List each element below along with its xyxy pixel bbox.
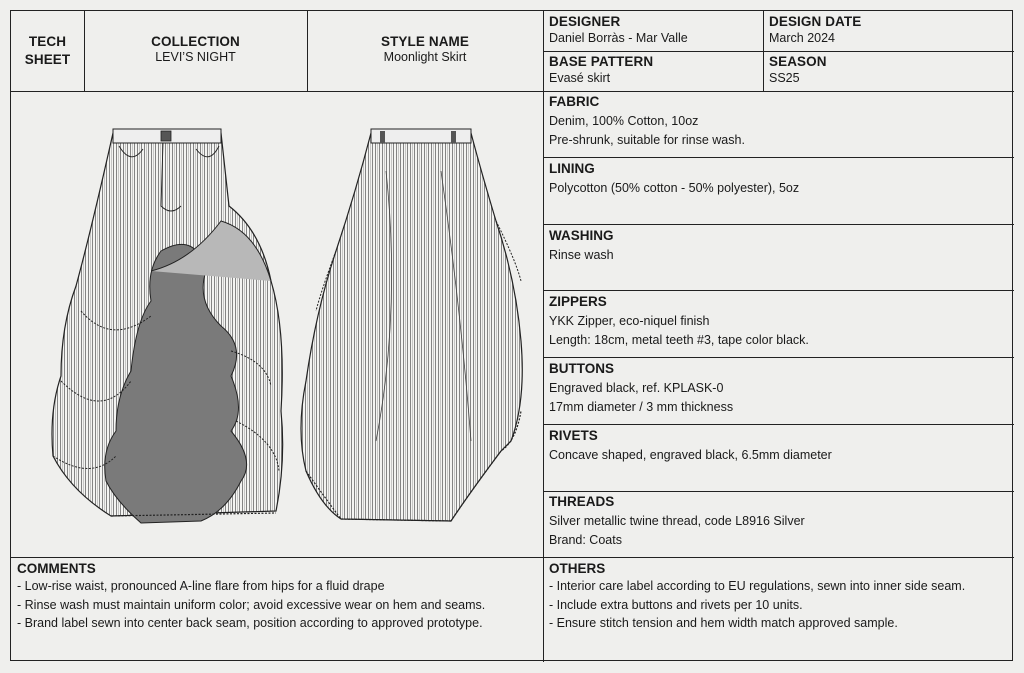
spec-label: ZIPPERS (549, 294, 607, 309)
spec-line: Concave shaped, engraved black, 6.5mm diameter (549, 448, 832, 462)
style-name-label: STYLE NAME (380, 34, 469, 49)
spec-buttons (549, 361, 1009, 416)
base-pattern-label: BASE PATTERN (549, 54, 654, 69)
front-view-drawing (52, 129, 283, 523)
comment-line: - Brand label sewn into center back seam, position according to approved prototype. (17, 616, 483, 630)
spec-line: Length: 18cm, metal teeth #3, tape color black. (549, 332, 809, 347)
other-line: - Interior care label according to EU regulations, sewn into inner side seam. (549, 579, 966, 593)
design-date-cell (769, 14, 1009, 45)
skirt-technical-drawing (31, 111, 531, 541)
design-date-value: March 2024 (769, 31, 836, 45)
comment-line: - Low-rise waist, pronounced A-line flare from hips for a fluid drape (17, 579, 385, 593)
spec-label: THREADS (549, 494, 615, 509)
designer-cell (549, 14, 759, 45)
other-line: - Include extra buttons and rivets per 10 units. (549, 597, 803, 612)
spec-line: Pre-shrunk, suitable for rinse wash. (549, 132, 745, 147)
spec-label: WASHING (549, 228, 614, 243)
back-view-drawing (301, 129, 522, 521)
base-pattern-cell (549, 54, 759, 85)
others-label: OTHERS (549, 561, 606, 576)
collection-label: COLLECTION (151, 34, 240, 49)
others-section (549, 561, 1009, 633)
spec-lining (549, 161, 1009, 198)
tech-sheet-title (11, 33, 84, 69)
comments-label: COMMENTS (17, 561, 96, 576)
season-label: SEASON (769, 54, 827, 69)
comments-section (17, 561, 537, 633)
spec-line: 17mm diameter / 3 mm thickness (549, 399, 734, 414)
tech-sheet (10, 10, 1013, 661)
spec-line: Polycotton (50% cotton - 50% polyester), 5oz (549, 181, 800, 195)
spec-fabric (549, 94, 1009, 149)
spec-label: BUTTONS (549, 361, 615, 376)
spec-label: LINING (549, 161, 595, 176)
collection-cell (84, 34, 307, 64)
spec-threads (549, 494, 1009, 549)
spec-washing (549, 228, 1009, 265)
design-date-label: DESIGN DATE (769, 14, 862, 29)
style-name-cell (307, 34, 543, 64)
comment-line: - Rinse wash must maintain uniform color; avoid excessive wear on hem and seams. (17, 597, 486, 612)
spec-zippers (549, 294, 1009, 349)
spec-line: Silver metallic twine thread, code L8916 Silver (549, 514, 805, 528)
base-pattern-value: Evasé skirt (549, 71, 611, 85)
season-cell (769, 54, 1009, 85)
spec-line: Rinse wash (549, 248, 614, 262)
other-line: - Ensure stitch tension and hem width match approved sample. (549, 616, 898, 630)
tech-sheet-label: TECH SHEET (24, 34, 71, 67)
spec-line: Brand: Coats (549, 532, 622, 547)
spec-label: RIVETS (549, 428, 598, 443)
style-name-value: Moonlight Skirt (383, 50, 467, 64)
season-value: SS25 (769, 71, 800, 85)
spec-rivets (549, 428, 1009, 465)
designer-label: DESIGNER (549, 14, 621, 29)
spec-line: YKK Zipper, eco-niquel finish (549, 314, 710, 328)
spec-line: Engraved black, ref. KPLASK-0 (549, 381, 724, 395)
designer-value: Daniel Borràs - Mar Valle (549, 31, 688, 45)
spec-label: FABRIC (549, 94, 600, 109)
collection-value: LEVI’S NIGHT (155, 50, 236, 64)
spec-line: Denim, 100% Cotton, 10oz (549, 114, 699, 128)
